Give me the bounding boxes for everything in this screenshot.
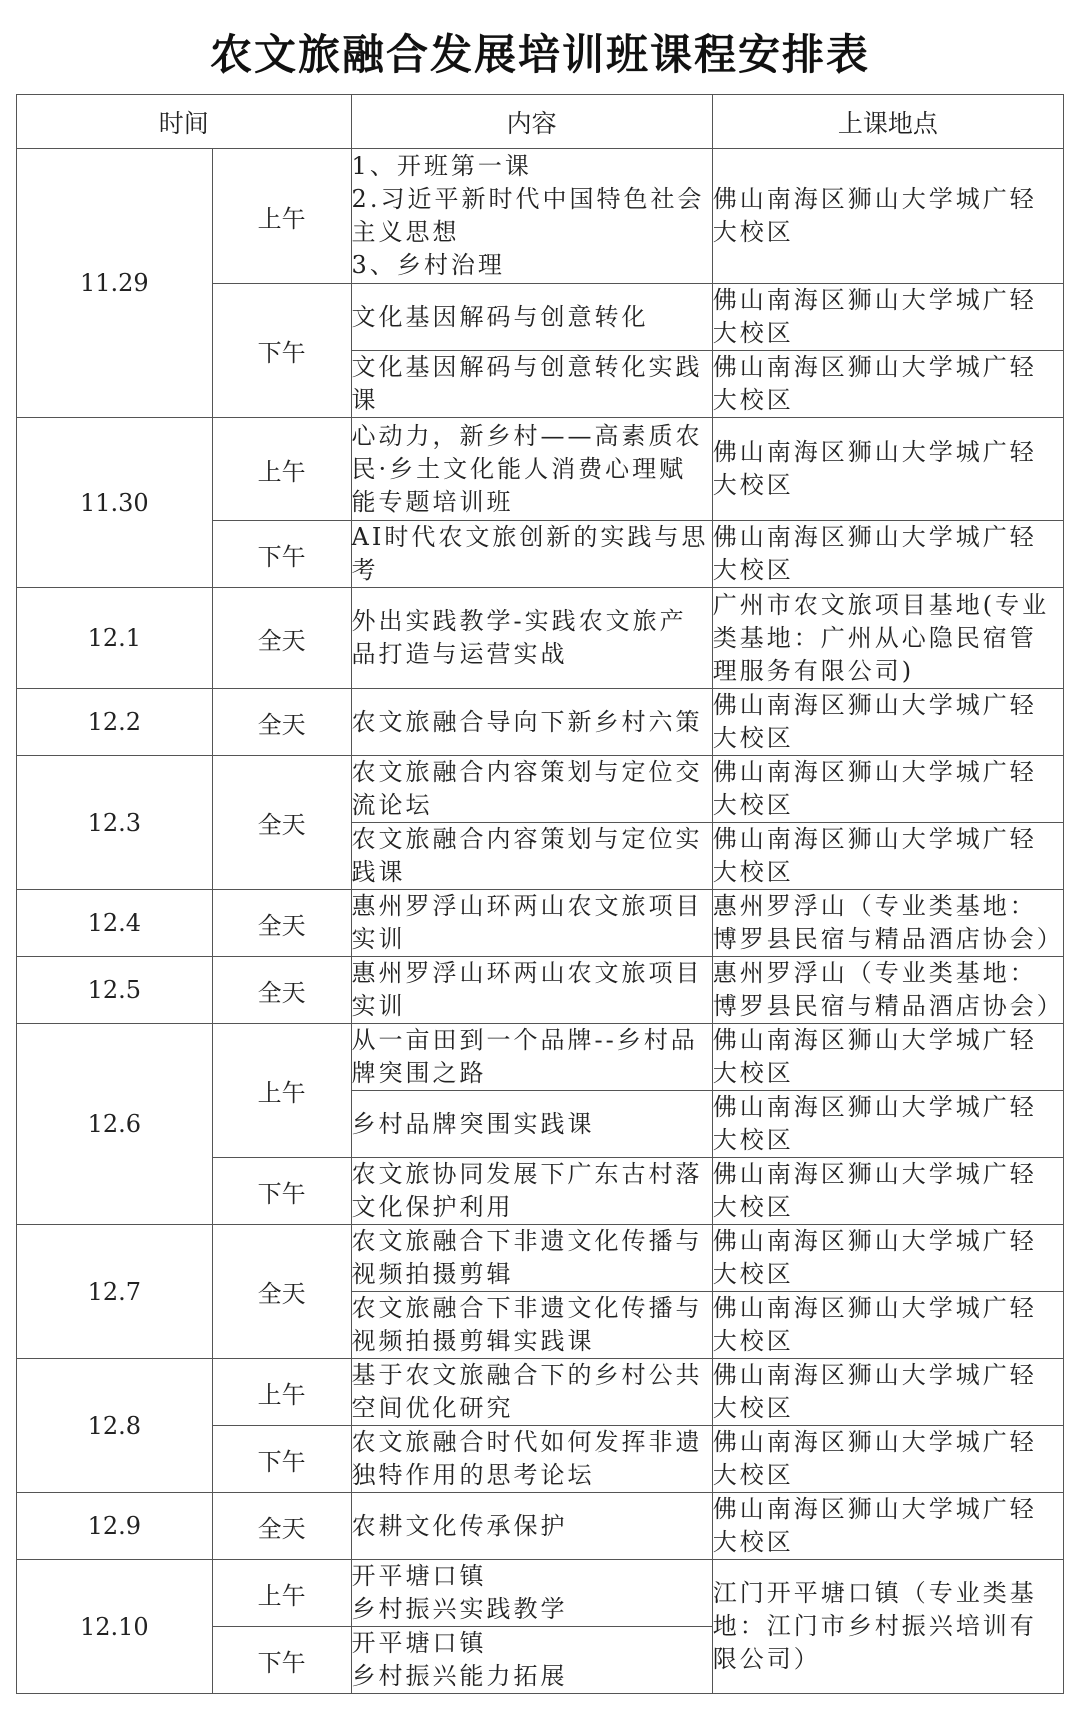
table-row xyxy=(17,890,1064,957)
table-row xyxy=(17,418,1064,521)
period-cell xyxy=(212,521,351,588)
period-cell-text: 下午 xyxy=(257,542,306,571)
date-cell-text: 12.7 xyxy=(87,1277,142,1306)
date-cell-text: 12.4 xyxy=(87,909,142,937)
date-cell-text: 12.2 xyxy=(87,708,142,736)
table-row xyxy=(17,957,1064,1024)
content-cell xyxy=(351,351,712,418)
content-cell xyxy=(351,1426,712,1493)
header-content: 内容 xyxy=(351,95,712,149)
content-cell xyxy=(351,1024,712,1091)
header-location: 上课地点 xyxy=(712,95,1063,149)
header-time: 时间 xyxy=(17,95,352,149)
date-cell-text: 11.30 xyxy=(79,488,149,517)
date-cell xyxy=(17,756,213,890)
period-cell xyxy=(212,284,351,418)
date-cell-text: 12.8 xyxy=(87,1411,142,1440)
location-cell-text: 佛山南海区狮山大学城广轻大校区 xyxy=(712,1428,1037,1489)
table-row xyxy=(17,1225,1064,1292)
content-cell-text: 乡村品牌突围实践课 xyxy=(351,1109,595,1138)
location-cell-text: 佛山南海区狮山大学城广轻大校区 xyxy=(712,825,1037,886)
content-cell xyxy=(351,521,712,588)
location-cell-text: 广州市农文旅项目基地(专业类基地：广州从心隐民宿管理服务有限公司) xyxy=(712,590,1050,685)
date-cell xyxy=(17,1359,213,1493)
location-cell-text: 佛山南海区狮山大学城广轻大校区 xyxy=(712,1160,1037,1221)
location-cell xyxy=(712,418,1063,521)
period-cell-text: 全天 xyxy=(257,911,306,940)
period-cell xyxy=(212,756,351,890)
location-cell xyxy=(712,1292,1063,1359)
location-cell xyxy=(712,149,1063,284)
location-cell xyxy=(712,890,1063,957)
date-cell xyxy=(17,1560,213,1694)
period-cell-text: 全天 xyxy=(257,1514,306,1543)
location-cell-text: 惠州罗浮山（专业类基地：博罗县民宿与精品酒店协会） xyxy=(712,959,1064,1020)
content-cell xyxy=(351,1292,712,1359)
period-cell xyxy=(212,1426,351,1493)
content-cell xyxy=(351,284,712,351)
date-cell xyxy=(17,957,213,1024)
location-cell-text: 佛山南海区狮山大学城广轻大校区 xyxy=(712,691,1037,752)
table-row xyxy=(17,756,1064,823)
period-cell-text: 全天 xyxy=(257,710,306,739)
table-row xyxy=(17,689,1064,756)
location-cell-text: 佛山南海区狮山大学城广轻大校区 xyxy=(712,1294,1037,1355)
location-cell-text: 佛山南海区狮山大学城广轻大校区 xyxy=(712,286,1037,347)
content-cell xyxy=(351,418,712,521)
content-cell xyxy=(351,1158,712,1225)
period-cell-text: 上午 xyxy=(257,457,306,486)
date-cell-text: 11.29 xyxy=(79,269,149,297)
location-cell xyxy=(712,823,1063,890)
period-cell-text: 上午 xyxy=(257,1581,306,1610)
location-cell xyxy=(712,1091,1063,1158)
content-cell xyxy=(351,689,712,756)
location-cell xyxy=(712,1024,1063,1091)
location-cell-text: 佛山南海区狮山大学城广轻大校区 xyxy=(712,1093,1037,1154)
period-cell-text: 全天 xyxy=(257,978,306,1007)
location-cell-text: 佛山南海区狮山大学城广轻大校区 xyxy=(712,1227,1037,1288)
period-cell xyxy=(212,418,351,521)
content-cell-text: 农文旅融合内容策划与定位交流论坛 xyxy=(351,758,703,819)
content-cell xyxy=(351,890,712,957)
date-cell-text: 12.3 xyxy=(87,808,142,837)
content-cell-text: 农文旅融合下非遗文化传播与视频拍摄剪辑 xyxy=(351,1227,703,1288)
location-cell xyxy=(712,588,1063,689)
table-row xyxy=(17,149,1064,284)
page-title: 农文旅融合发展培训班课程安排表 xyxy=(209,30,870,79)
period-cell-text: 下午 xyxy=(257,1179,306,1208)
date-cell-text: 12.6 xyxy=(87,1110,142,1138)
date-cell xyxy=(17,890,213,957)
content-cell-text: 农耕文化传承保护 xyxy=(351,1511,568,1540)
content-cell-text: 农文旅协同发展下广东古村落文化保护利用 xyxy=(351,1160,703,1221)
date-cell xyxy=(17,418,213,588)
date-cell-text: 12.10 xyxy=(79,1612,149,1641)
date-cell xyxy=(17,1493,213,1560)
content-cell-text: 1、开班第一课 2.习近平新时代中国特色社会主义思想 3、乡村治理 xyxy=(351,152,705,279)
location-cell-text: 佛山南海区狮山大学城广轻大校区 xyxy=(712,353,1037,414)
date-cell xyxy=(17,1225,213,1359)
period-cell-text: 上午 xyxy=(257,204,306,233)
content-cell-text: 农文旅融合下非遗文化传播与视频拍摄剪辑实践课 xyxy=(351,1294,703,1355)
location-cell xyxy=(712,689,1063,756)
period-cell-text: 下午 xyxy=(257,1447,306,1476)
period-cell-text: 全天 xyxy=(257,626,306,655)
content-cell xyxy=(351,756,712,823)
table-row xyxy=(17,588,1064,689)
schedule-table xyxy=(16,94,1064,1694)
location-cell-text: 佛山南海区狮山大学城广轻大校区 xyxy=(712,1361,1037,1422)
content-cell-text: AI时代农文旅创新的实践与思考 xyxy=(351,523,709,584)
content-cell-text: 开平塘口镇 乡村振兴实践教学 xyxy=(351,1562,568,1623)
content-cell-text: 惠州罗浮山环两山农文旅项目实训 xyxy=(351,892,703,953)
content-cell xyxy=(351,823,712,890)
location-cell xyxy=(712,521,1063,588)
date-cell-text: 12.9 xyxy=(87,1512,142,1540)
date-cell xyxy=(17,588,213,689)
content-cell-text: 农文旅融合导向下新乡村六策 xyxy=(351,707,703,736)
period-cell xyxy=(212,689,351,756)
period-cell-text: 上午 xyxy=(257,1380,306,1409)
period-cell xyxy=(212,1493,351,1560)
location-cell-text: 佛山南海区狮山大学城广轻大校区 xyxy=(712,1026,1037,1087)
location-cell xyxy=(712,756,1063,823)
content-cell-text: 文化基因解码与创意转化 xyxy=(351,302,649,331)
period-cell xyxy=(212,957,351,1024)
period-cell xyxy=(212,1158,351,1225)
location-cell xyxy=(712,1225,1063,1292)
content-cell-text: 文化基因解码与创意转化实践课 xyxy=(351,353,703,414)
period-cell xyxy=(212,1225,351,1359)
content-cell xyxy=(351,1359,712,1426)
period-cell xyxy=(212,1627,351,1694)
table-row xyxy=(17,1560,1064,1627)
table-row xyxy=(17,1359,1064,1426)
content-cell-text: 开平塘口镇 乡村振兴能力拓展 xyxy=(351,1629,568,1690)
period-cell xyxy=(212,890,351,957)
content-cell xyxy=(351,149,712,284)
content-cell xyxy=(351,1560,712,1627)
header-row xyxy=(17,95,1064,149)
date-cell xyxy=(17,149,213,418)
location-cell-text: 佛山南海区狮山大学城广轻大校区 xyxy=(712,185,1037,246)
content-cell-text: 基于农文旅融合下的乡村公共空间优化研究 xyxy=(351,1361,703,1422)
schedule-body xyxy=(17,149,1064,1694)
content-cell xyxy=(351,1627,712,1694)
location-cell xyxy=(712,351,1063,418)
content-cell xyxy=(351,957,712,1024)
content-cell-text: 外出实践教学-实践农文旅产品打造与运营实战 xyxy=(351,607,687,668)
period-cell-text: 全天 xyxy=(257,1280,306,1308)
period-cell-text: 下午 xyxy=(257,339,306,367)
period-cell xyxy=(212,149,351,284)
period-cell-text: 下午 xyxy=(257,1648,306,1677)
location-cell-text: 江门开平塘口镇（专业类基地：江门市乡村振兴培训有限公司） xyxy=(712,1579,1037,1673)
content-cell-text: 农文旅融合内容策划与定位实践课 xyxy=(351,825,703,886)
location-cell xyxy=(712,1359,1063,1426)
period-cell xyxy=(212,1024,351,1158)
location-cell xyxy=(712,1493,1063,1560)
content-cell xyxy=(351,1493,712,1560)
period-cell xyxy=(212,588,351,689)
location-cell xyxy=(712,957,1063,1024)
period-cell-text: 全天 xyxy=(257,811,306,839)
content-cell xyxy=(351,1225,712,1292)
period-cell xyxy=(212,1560,351,1627)
content-cell-text: 从一亩田到一个品牌--乡村品牌突围之路 xyxy=(351,1026,698,1087)
date-cell xyxy=(17,689,213,756)
location-cell xyxy=(712,1158,1063,1225)
content-cell xyxy=(351,1091,712,1158)
table-row xyxy=(17,1024,1064,1091)
location-cell xyxy=(712,284,1063,351)
location-cell xyxy=(712,1426,1063,1493)
location-cell-text: 佛山南海区狮山大学城广轻大校区 xyxy=(712,758,1037,819)
table-row xyxy=(17,1493,1064,1560)
period-cell xyxy=(212,1359,351,1426)
location-cell-text: 惠州罗浮山（专业类基地：博罗县民宿与精品酒店协会） xyxy=(712,892,1064,953)
date-cell xyxy=(17,1024,213,1225)
content-cell-text: 农文旅融合时代如何发挥非遗独特作用的思考论坛 xyxy=(351,1428,703,1489)
location-cell-text: 佛山南海区狮山大学城广轻大校区 xyxy=(712,523,1037,584)
location-cell xyxy=(712,1560,1063,1694)
location-cell-text: 佛山南海区狮山大学城广轻大校区 xyxy=(712,1495,1037,1556)
content-cell-text: 惠州罗浮山环两山农文旅项目实训 xyxy=(351,959,703,1020)
date-cell-text: 12.1 xyxy=(87,624,142,652)
content-cell xyxy=(351,588,712,689)
period-cell-text: 上午 xyxy=(257,1079,306,1107)
content-cell-text: 心动力，新乡村——高素质农民·乡土文化能人消费心理赋能专题培训班 xyxy=(351,421,703,516)
location-cell-text: 佛山南海区狮山大学城广轻大校区 xyxy=(712,438,1037,499)
date-cell-text: 12.5 xyxy=(87,976,142,1004)
